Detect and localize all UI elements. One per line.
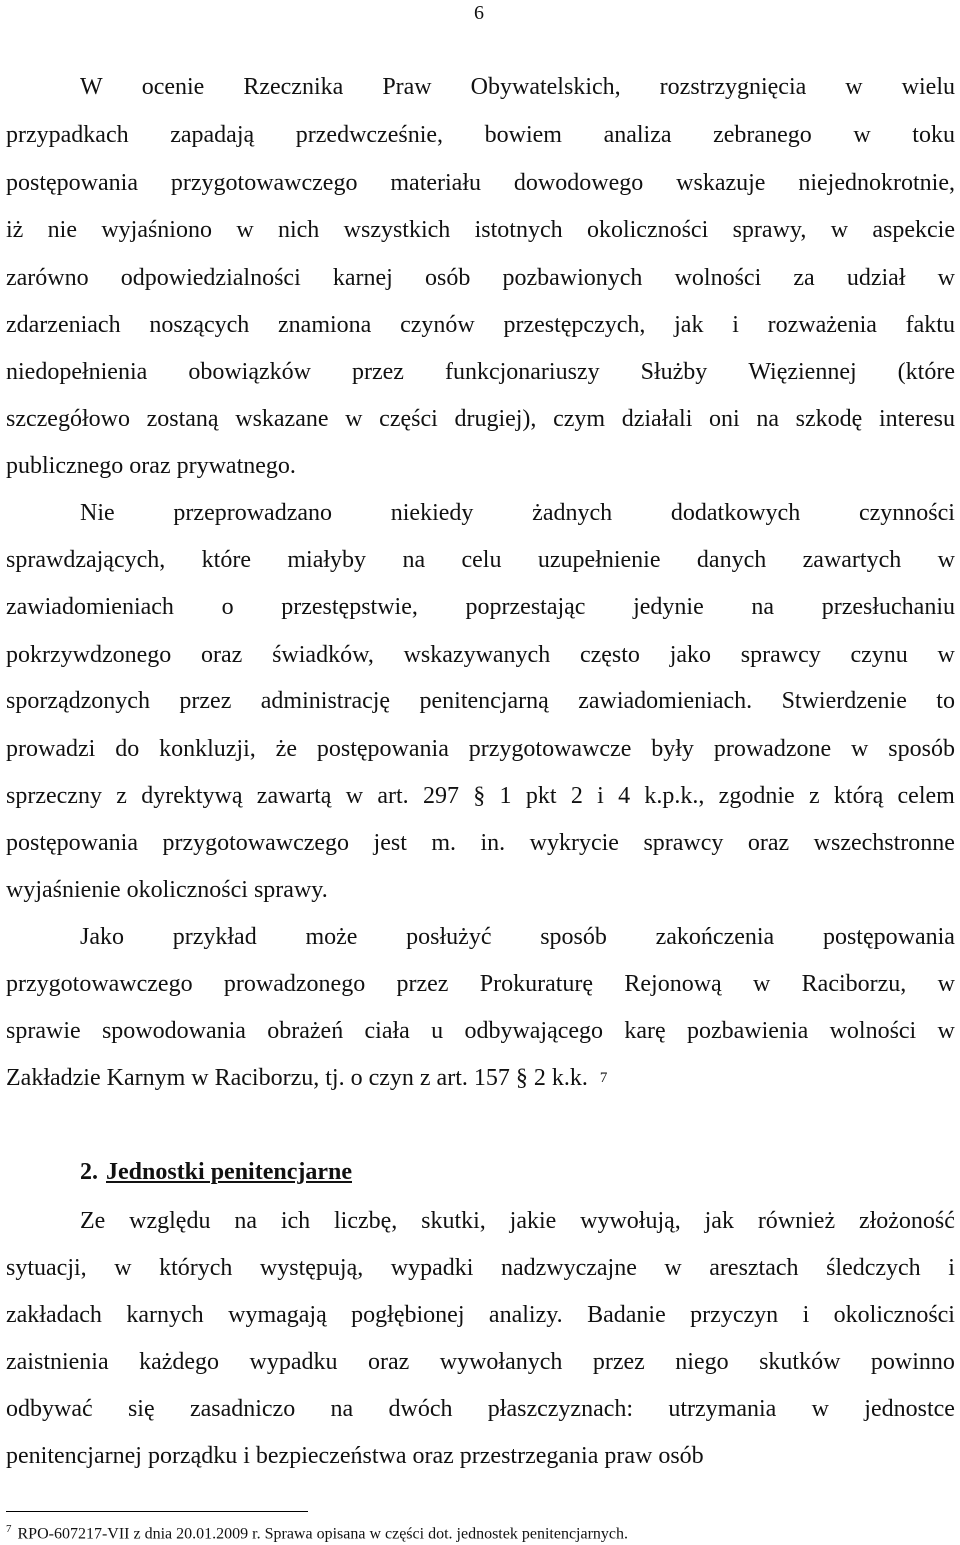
word: i — [732, 312, 739, 338]
word: przez — [592, 1349, 645, 1375]
word: okoliczności — [586, 217, 709, 243]
text-line — [6, 168, 955, 198]
text-line — [6, 592, 955, 622]
word: na — [330, 1396, 354, 1422]
word: zarówno — [6, 265, 89, 291]
word: zaistnienia — [6, 1349, 109, 1375]
text-line — [6, 215, 955, 245]
text-line — [6, 734, 955, 764]
word: art. — [377, 783, 409, 809]
word: zawiadomieniach — [6, 594, 174, 620]
word: często — [579, 642, 640, 668]
word: Służby — [640, 359, 708, 385]
word: konkluzji, — [159, 736, 256, 762]
word: Rejonową — [624, 971, 722, 997]
word: sprawy. — [253, 877, 328, 903]
word: zgodnie — [718, 783, 795, 809]
word: iż — [6, 217, 24, 243]
word: § — [515, 1065, 528, 1091]
word: wywołanych — [439, 1349, 563, 1375]
word: każdego — [139, 1349, 220, 1375]
footnote-text: RPO-607217-VII z dnia 20.01.2009 r. Sprawa opisana w części dot. jednostek penitencjarnych. — [17, 1525, 629, 1543]
word: wolności — [674, 265, 762, 291]
word: powinno — [870, 1349, 955, 1375]
word: i — [948, 1255, 955, 1281]
section-heading — [80, 1157, 352, 1187]
word: ich — [280, 1208, 311, 1234]
word: faktu — [905, 312, 955, 338]
word: in. — [480, 830, 506, 856]
text-line — [6, 969, 955, 999]
text-line — [6, 120, 955, 150]
word: 1 — [499, 783, 512, 809]
word: działali — [621, 406, 693, 432]
word: porządku — [147, 1443, 238, 1469]
word: jak — [704, 1208, 734, 1234]
word: wskazane — [235, 406, 329, 432]
word: Nie — [80, 500, 115, 526]
word: zawartą — [256, 783, 332, 809]
word: odbywać — [6, 1396, 93, 1422]
word: w — [830, 217, 849, 243]
word: przypadkach — [6, 122, 129, 148]
word: wszechstronne — [813, 830, 955, 856]
word: Rzecznika — [243, 74, 344, 100]
word: wyjaśnienie — [6, 877, 121, 903]
word: karę — [624, 1018, 666, 1044]
word: jako — [669, 642, 712, 668]
word: z — [419, 1065, 431, 1091]
word: sytuacji, — [6, 1255, 87, 1281]
word: aresztach — [709, 1255, 799, 1281]
word: przedwcześnie, — [295, 122, 444, 148]
word: administrację — [260, 688, 391, 714]
word: prowadzonego — [223, 971, 366, 997]
word: w — [345, 783, 364, 809]
word: penitencjarną — [419, 688, 549, 714]
word: pogłębionej — [351, 1302, 465, 1328]
word: przygotowawczego — [170, 170, 358, 196]
text-line — [6, 263, 955, 293]
word: sprawie — [6, 1018, 81, 1044]
word: wszystkich — [343, 217, 451, 243]
word: Więziennej — [748, 359, 857, 385]
word: okoliczności — [833, 1302, 955, 1328]
word: może — [305, 924, 358, 950]
word: to — [936, 688, 955, 714]
word: w — [937, 642, 955, 668]
word: przygotowawczego — [162, 830, 350, 856]
word: Stwierdzenie — [781, 688, 907, 714]
word: 2 — [570, 783, 583, 809]
text-line — [6, 545, 955, 575]
word: sprawy, — [732, 217, 807, 243]
word: czyn — [368, 1065, 414, 1091]
word: noszących — [149, 312, 250, 338]
word: toku — [912, 122, 955, 148]
text-line — [6, 1394, 955, 1424]
word: dwóch — [388, 1396, 453, 1422]
text-line — [6, 640, 955, 670]
word: których — [159, 1255, 233, 1281]
word: dowodowego — [513, 170, 644, 196]
word: poprzestając — [465, 594, 586, 620]
word: miałyby — [287, 547, 367, 573]
word: udział — [846, 265, 906, 291]
word: sposób — [540, 924, 607, 950]
word: zapadają — [170, 122, 255, 148]
word: posłużyć — [406, 924, 492, 950]
word: i — [597, 783, 604, 809]
word: jakie — [509, 1208, 557, 1234]
word: i — [802, 1302, 810, 1328]
word: § — [473, 783, 486, 809]
word: którą — [833, 783, 884, 809]
word: w — [851, 736, 869, 762]
word: okoliczności — [126, 877, 248, 903]
word: na — [756, 406, 780, 432]
word: oraz — [747, 830, 790, 856]
word: sprawcy — [643, 830, 724, 856]
word: obowiązków — [188, 359, 311, 385]
text-line — [6, 1300, 955, 1330]
word: karnej — [332, 265, 393, 291]
word: przestrzegania — [459, 1443, 599, 1469]
word: przez — [351, 359, 404, 385]
word: wielu — [901, 74, 955, 100]
word: rozważenia — [767, 312, 877, 338]
text-line — [6, 686, 955, 716]
word: przeprowadzano — [173, 500, 332, 526]
word: m. — [431, 830, 457, 856]
text-line — [6, 1016, 955, 1046]
word: u — [431, 1018, 444, 1044]
word: zakładach — [6, 1302, 102, 1328]
word: (które — [897, 359, 955, 385]
section-title: Jednostki penitencjarne — [106, 1159, 352, 1185]
word: śledczych — [826, 1255, 921, 1281]
word: w — [191, 1065, 209, 1091]
word: Ze — [80, 1208, 106, 1234]
word: ocenie — [141, 74, 205, 100]
section-number: 2. — [80, 1159, 98, 1185]
word: w — [345, 406, 363, 432]
word: obrażeń — [267, 1018, 344, 1044]
word: uzupełnienie — [537, 547, 661, 573]
word: ciała — [364, 1018, 410, 1044]
text-line — [6, 357, 955, 387]
word: zasadniczo — [189, 1396, 296, 1422]
text-line — [80, 1206, 955, 1236]
word: Zakładzie — [6, 1065, 101, 1091]
word: się — [127, 1396, 155, 1422]
word: celem — [897, 783, 955, 809]
word: liczbę, — [333, 1208, 398, 1234]
word: przestępstwie, — [281, 594, 418, 620]
word: czynności — [858, 500, 955, 526]
word: prowadzi — [6, 736, 96, 762]
word: funkcjonariuszy — [444, 359, 600, 385]
word: oraz — [412, 1443, 454, 1469]
word: 297 — [422, 783, 459, 809]
word: k.k. — [551, 1065, 588, 1091]
text-line — [6, 1253, 955, 1283]
word: osób — [424, 265, 471, 291]
word: szczegółowo — [6, 406, 130, 432]
word: w — [114, 1255, 132, 1281]
word: sposób — [888, 736, 955, 762]
word: na — [402, 547, 426, 573]
word: pkt — [525, 783, 557, 809]
word: oraz — [367, 1349, 410, 1375]
text-line — [6, 1347, 955, 1377]
word: o — [350, 1065, 363, 1091]
word: znamiona — [278, 312, 372, 338]
word: k.p.k., — [644, 783, 705, 809]
word: w — [937, 547, 955, 573]
word: celu — [461, 547, 502, 573]
word: przestępczych, — [503, 312, 646, 338]
word: w — [664, 1255, 682, 1281]
word: w — [753, 971, 771, 997]
word: Obywatelskich, — [470, 74, 621, 100]
page-number: 6 — [474, 2, 484, 24]
word: odbywającego — [464, 1018, 604, 1044]
text-line — [6, 1063, 955, 1093]
word: Prokuraturę — [479, 971, 594, 997]
word: niejednokrotnie, — [798, 170, 955, 196]
word: pozbawienia — [686, 1018, 809, 1044]
word: sprawdzających, — [6, 547, 166, 573]
word: jak — [674, 312, 704, 338]
word: 2 — [533, 1065, 546, 1091]
word: w — [937, 971, 955, 997]
word: materiału — [390, 170, 481, 196]
word: niedopełnienia — [6, 359, 148, 385]
word: z — [116, 783, 127, 809]
text-line — [6, 828, 955, 858]
word: oraz — [201, 642, 243, 668]
word: wykrycie — [529, 830, 619, 856]
word: osób — [658, 1443, 704, 1469]
word: pozbawionych — [502, 265, 643, 291]
word: 4 — [618, 783, 631, 809]
word: za — [793, 265, 815, 291]
word: drugiej), — [454, 406, 537, 432]
word: sprzeczny — [6, 783, 102, 809]
word: jedynie — [633, 594, 704, 620]
word: czynów — [400, 312, 475, 338]
word: nadzwyczajne — [500, 1255, 637, 1281]
word: jednostce — [864, 1396, 955, 1422]
word: oni — [709, 406, 740, 432]
footnote-reference[interactable]: 7 — [599, 1070, 608, 1086]
word: względu — [129, 1208, 211, 1234]
word: wypadku — [249, 1349, 338, 1375]
word: że — [275, 736, 297, 762]
word: odpowiedzialności — [120, 265, 301, 291]
text-line — [6, 310, 955, 340]
word: skutków — [759, 1349, 841, 1375]
word: Jako — [80, 924, 124, 950]
word: zebranego — [713, 122, 812, 148]
text-line — [80, 72, 955, 102]
word: wyjaśniono — [101, 217, 212, 243]
word: również — [757, 1208, 836, 1234]
word: oraz — [129, 453, 171, 479]
word: które — [201, 547, 251, 573]
word: utrzymania — [668, 1396, 777, 1422]
word: dodatkowych — [670, 500, 801, 526]
word: rozstrzygnięcia — [659, 74, 807, 100]
word: przygotowawcze — [468, 736, 632, 762]
word: interesu — [878, 406, 955, 432]
word: przez — [396, 971, 449, 997]
word: szkodę — [795, 406, 863, 432]
word: wymagają — [228, 1302, 327, 1328]
word: analiza — [603, 122, 672, 148]
text-line — [80, 922, 955, 952]
word: aspekcie — [872, 217, 955, 243]
word: w — [853, 122, 871, 148]
word: prywatnego. — [176, 453, 296, 479]
word: i — [243, 1443, 250, 1469]
word: przygotowawczego — [6, 971, 193, 997]
text-line — [6, 781, 955, 811]
word: zawiadomieniach. — [578, 688, 753, 714]
word: były — [651, 736, 694, 762]
word: analizy. — [488, 1302, 563, 1328]
text-line — [6, 451, 955, 481]
word: w — [937, 265, 955, 291]
word: prowadzone — [713, 736, 832, 762]
word: danych — [696, 547, 767, 573]
word: o — [221, 594, 234, 620]
word: przesłuchaniu — [821, 594, 955, 620]
word: jest — [373, 830, 407, 856]
word: części — [379, 406, 438, 432]
word: świadków, — [272, 642, 374, 668]
footnote-rule — [6, 1511, 308, 1512]
word: karnych — [126, 1302, 204, 1328]
word: bezpieczeństwa — [255, 1443, 407, 1469]
word: Raciborzu, — [214, 1065, 320, 1091]
word: zakończenia — [655, 924, 775, 950]
word: wypadki — [390, 1255, 474, 1281]
text-line — [6, 875, 955, 905]
text-line — [6, 404, 955, 434]
word: czynu — [850, 642, 908, 668]
word: żadnych — [532, 500, 613, 526]
word: złożoność — [858, 1208, 955, 1234]
word: czym — [553, 406, 606, 432]
word: penitencjarnej — [6, 1443, 142, 1469]
word: w — [845, 74, 863, 100]
word: niego — [675, 1349, 729, 1375]
word: w — [236, 217, 254, 243]
word: na — [751, 594, 775, 620]
word: postępowania — [6, 170, 138, 196]
word: skutki, — [421, 1208, 486, 1234]
word: Praw — [382, 74, 432, 100]
word: postępowania — [6, 830, 138, 856]
word: przyczyn — [690, 1302, 779, 1328]
word: do — [115, 736, 140, 762]
word: w — [937, 1018, 955, 1044]
word: Karnym — [106, 1065, 186, 1091]
word: przykład — [172, 924, 257, 950]
word: publicznego — [6, 453, 124, 479]
footnote — [6, 1519, 628, 1544]
word: W — [80, 74, 103, 100]
word: Badanie — [587, 1302, 666, 1328]
word: na — [234, 1208, 257, 1234]
word: bowiem — [484, 122, 562, 148]
text-line — [6, 1441, 955, 1471]
word: z — [808, 783, 820, 809]
word: nie — [47, 217, 77, 243]
word: zdarzeniach — [6, 312, 121, 338]
word: występują, — [259, 1255, 364, 1281]
word: zawartych — [802, 547, 902, 573]
word: wywołują, — [580, 1208, 681, 1234]
word: postępowania — [316, 736, 449, 762]
word: sporządzonych — [6, 688, 150, 714]
word: art. — [436, 1065, 468, 1091]
word: wskazuje — [676, 170, 766, 196]
word: tj. — [325, 1065, 345, 1091]
word: nich — [277, 217, 320, 243]
text-line — [80, 498, 955, 528]
word: przez — [179, 688, 232, 714]
word: praw — [604, 1443, 653, 1469]
word: płaszczyznach: — [487, 1396, 634, 1422]
word: dyrektywą — [141, 783, 243, 809]
word: w — [811, 1396, 829, 1422]
word: wolności — [829, 1018, 917, 1044]
word: 157 — [473, 1065, 510, 1091]
footnote-mark: 7 — [6, 1523, 12, 1535]
word: pokrzywdzonego — [6, 642, 172, 668]
word: zostaną — [146, 406, 219, 432]
word: niekiedy — [390, 500, 474, 526]
word: Raciborzu, — [801, 971, 907, 997]
word: wskazywanych — [403, 642, 551, 668]
word: sprawcy — [740, 642, 821, 668]
word: postępowania — [822, 924, 955, 950]
word: spowodowania — [101, 1018, 246, 1044]
word: istotnych — [474, 217, 563, 243]
